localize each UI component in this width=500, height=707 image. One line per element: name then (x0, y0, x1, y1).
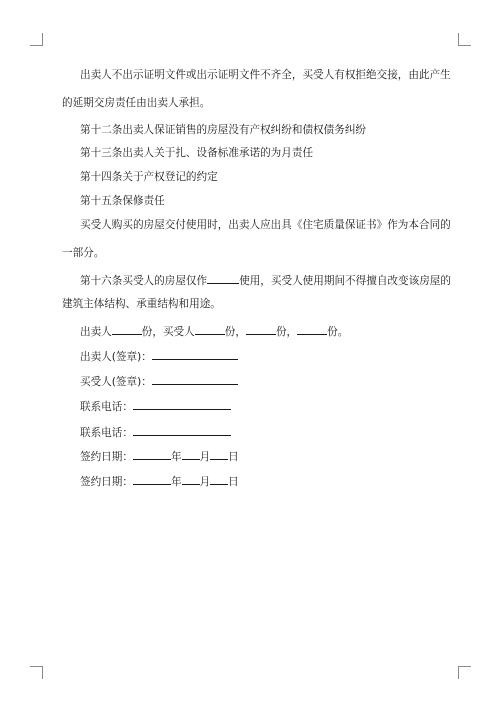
paragraph-line: 出卖人不出示证明文件或出示证明文件不齐全，买受人有权拒绝交接，由此产生 (80, 69, 451, 81)
month-unit: 月 (199, 476, 211, 488)
copies-unit: 份 (275, 326, 287, 338)
date-label: 签约日期： (80, 476, 133, 488)
copies-line (80, 323, 348, 339)
copies-end: 份。 (327, 326, 349, 338)
seller-signature-line (80, 348, 238, 364)
copies-label: 出卖人 (80, 326, 112, 338)
crop-mark-top-left (30, 33, 43, 46)
crop-mark-top-right (458, 33, 471, 46)
article-12: 第十二条出卖人保证销售的房屋没有产权纠纷和债权债务纠纷 (80, 124, 367, 136)
buyer-signature-label: 买受人(签章)： (80, 376, 152, 388)
date-line (80, 473, 239, 489)
day-field[interactable] (210, 448, 228, 460)
day-field[interactable] (210, 473, 228, 485)
phone-line (80, 424, 231, 440)
buyer-signature-field[interactable] (152, 373, 238, 385)
date-label: 签约日期： (80, 451, 133, 463)
extra-copies-blank[interactable] (246, 323, 276, 335)
paragraph-line: 建筑主体结构、承重结构和用途。 (62, 298, 221, 310)
paragraph-line: 一部分。 (62, 247, 105, 259)
crop-mark-bottom-left (30, 666, 43, 679)
day-unit: 日 (228, 476, 239, 488)
seller-signature-label: 出卖人(签章)： (80, 351, 152, 363)
article-16 (80, 272, 451, 288)
paragraph-line: 买受人购买的房屋交付使用时，出卖人应出具《住宅质量保证书》作为本合同的 (80, 219, 451, 231)
phone-label: 联系电话： (80, 401, 133, 413)
copies-label: ，买受人 (152, 326, 195, 338)
date-line (80, 448, 239, 464)
seller-copies-blank[interactable] (112, 323, 142, 335)
month-field[interactable] (182, 473, 200, 485)
paragraph-line: 的延期交房责任由出卖人承担。 (62, 97, 211, 109)
phone-field[interactable] (133, 424, 231, 436)
phone-line (80, 398, 231, 414)
article-16-text: 第十六条买受人的房屋仅作 (80, 275, 208, 287)
article-14: 第十四条关于产权登记的约定 (80, 171, 218, 183)
copies-sep: ， (235, 326, 246, 338)
usage-blank[interactable] (207, 272, 239, 284)
buyer-copies-blank[interactable] (195, 323, 225, 335)
buyer-signature-line (80, 373, 238, 389)
month-field[interactable] (182, 448, 200, 460)
year-field[interactable] (133, 473, 171, 485)
crop-mark-bottom-right (458, 666, 471, 679)
year-unit: 年 (170, 451, 182, 463)
copies-unit: 份 (141, 326, 153, 338)
article-13: 第十三条出卖人关于扎、设备标准承诺的为月责任 (80, 147, 314, 159)
extra-copies-blank[interactable] (297, 323, 327, 335)
year-unit: 年 (170, 476, 182, 488)
article-16-text: 使用，买受人使用期间不得擅自改变该房屋的 (239, 275, 451, 287)
year-field[interactable] (133, 448, 171, 460)
phone-field[interactable] (133, 398, 231, 410)
day-unit: 日 (228, 451, 239, 463)
article-15: 第十五条保修责任 (80, 195, 165, 207)
seller-signature-field[interactable] (152, 348, 238, 360)
copies-sep: ， (286, 326, 298, 338)
copies-unit: 份 (224, 326, 236, 338)
phone-label: 联系电话： (80, 427, 133, 439)
month-unit: 月 (199, 451, 211, 463)
